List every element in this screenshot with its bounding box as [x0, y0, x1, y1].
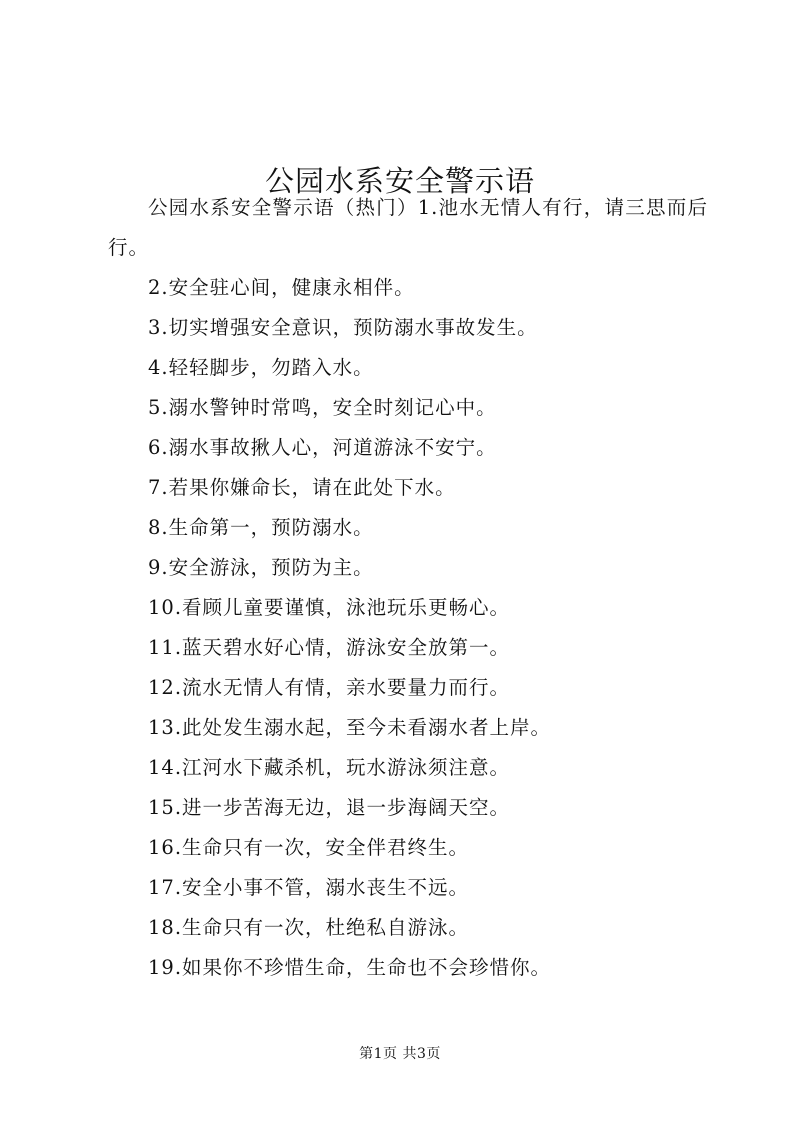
- list-item: 17.安全小事不管，溺水丧生不远。: [148, 876, 470, 899]
- list-item: 13.此处发生溺水起，至今未看溺水者上岸。: [148, 716, 552, 739]
- list-item: 3.切实增强安全意识，预防溺水事故发生。: [148, 316, 538, 339]
- list-item: 4.轻轻脚步，勿踏入水。: [148, 356, 374, 379]
- list-item: 11.蓝天碧水好心情，游泳安全放第一。: [148, 636, 511, 659]
- list-item: 16.生命只有一次，安全伴君终生。: [148, 836, 470, 859]
- list-item: 14.江河水下藏杀机，玩水游泳须注意。: [148, 756, 511, 779]
- list-item: 7.若果你嫌命长，请在此处下水。: [148, 476, 456, 499]
- document-body: [108, 188, 708, 988]
- list-item: 9.安全游泳，预防为主。: [148, 556, 374, 579]
- document-title: 公园水系安全警示语: [264, 164, 535, 199]
- list-item: 12.流水无情人有情，亲水要量力而行。: [148, 676, 511, 699]
- list-item: 2.安全驻心间，健康永相伴。: [148, 276, 415, 299]
- list-item: 10.看顾儿童要谨慎，泳池玩乐更畅心。: [148, 596, 511, 619]
- list-item: 6.溺水事故揪人心，河道游泳不安宁。: [148, 436, 497, 459]
- page-footer: 第1页 共3页: [359, 1046, 441, 1062]
- intro-paragraph: 公园水系安全警示语（热门）1.池水无情人有行，请三思而后行。: [108, 196, 708, 259]
- list-item: 19.如果你不珍惜生命，生命也不会珍惜你。: [148, 956, 552, 979]
- list-item: 18.生命只有一次，杜绝私自游泳。: [148, 916, 470, 939]
- list-item: 8.生命第一，预防溺水。: [148, 516, 374, 539]
- list-item: 5.溺水警钟时常鸣，安全时刻记心中。: [148, 396, 497, 419]
- list-item: 15.进一步苦海无边，退一步海阔天空。: [148, 796, 511, 819]
